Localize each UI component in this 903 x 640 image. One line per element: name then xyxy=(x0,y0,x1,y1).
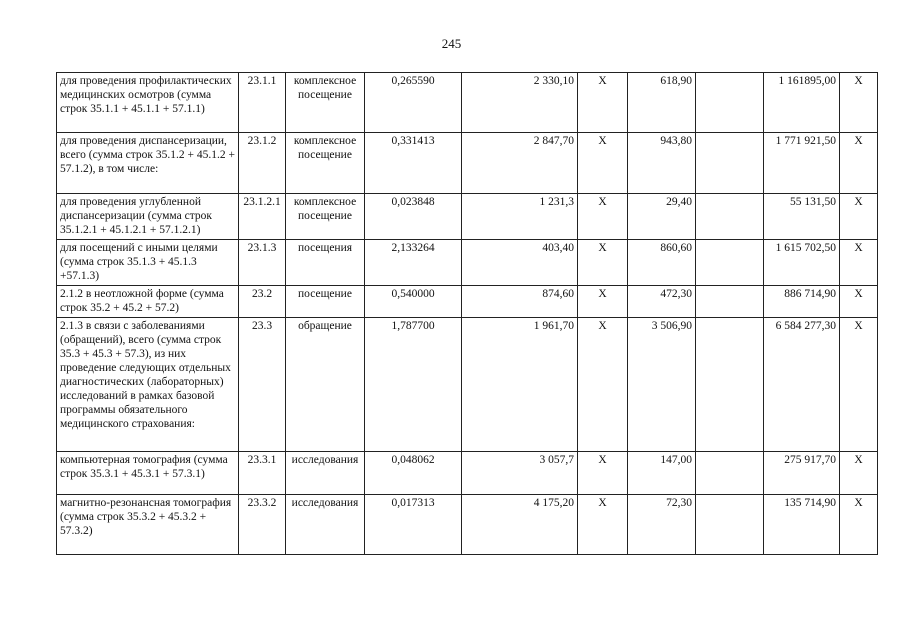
row-unit-cell: комплексное посещение xyxy=(286,194,365,240)
row-unit-cell: комплексное посещение xyxy=(286,73,365,133)
row-name-cell: 2.1.2 в неотложной форме (сумма строк 35.2 + 45.2 + 57.2) xyxy=(57,286,239,318)
row-code-cell: 23.1.1 xyxy=(239,73,286,133)
row-empty-cell xyxy=(696,73,764,133)
row-total-cell: 6 584 277,30 xyxy=(764,318,840,452)
row-name-cell: компьютерная томография (сумма строк 35.3.1 + 45.3.1 + 57.3.1) xyxy=(57,452,239,495)
table-row xyxy=(57,286,878,318)
row-cost-cell: 403,40 xyxy=(462,240,578,286)
row-empty-cell xyxy=(696,133,764,194)
row-volume-cell: 0,048062 xyxy=(365,452,462,495)
row-empty-cell xyxy=(696,318,764,452)
row-code-cell: 23.1.2 xyxy=(239,133,286,194)
row-volume-cell: 0,017313 xyxy=(365,495,462,555)
row-volume-cell: 0,023848 xyxy=(365,194,462,240)
row-empty-cell xyxy=(696,495,764,555)
row-code-cell: 23.3 xyxy=(239,318,286,452)
table-row xyxy=(57,240,878,286)
row-volume-cell: 2,133264 xyxy=(365,240,462,286)
row-financing-cell: 943,80 xyxy=(628,133,696,194)
row-financing-cell: 860,60 xyxy=(628,240,696,286)
row-name-cell: для посещений с иными целями (сумма строк 35.1.3 + 45.1.3 +57.1.3) xyxy=(57,240,239,286)
row-financing-cell: 472,30 xyxy=(628,286,696,318)
row-financing-cell: 29,40 xyxy=(628,194,696,240)
row-code-cell: 23.2 xyxy=(239,286,286,318)
row-cost-cell: 3 057,7 xyxy=(462,452,578,495)
row-empty-cell xyxy=(696,240,764,286)
row-cost-cell: 1 231,3 xyxy=(462,194,578,240)
row-financing-cell: 618,90 xyxy=(628,73,696,133)
row-volume-cell: 0,331413 xyxy=(365,133,462,194)
row-volume-cell: 0,540000 xyxy=(365,286,462,318)
row-x2-cell: Х xyxy=(840,194,878,240)
table-row xyxy=(57,194,878,240)
row-x1-cell: Х xyxy=(578,495,628,555)
row-empty-cell xyxy=(696,286,764,318)
row-code-cell: 23.3.1 xyxy=(239,452,286,495)
row-cost-cell: 2 847,70 xyxy=(462,133,578,194)
row-financing-cell: 3 506,90 xyxy=(628,318,696,452)
row-total-cell: 55 131,50 xyxy=(764,194,840,240)
row-financing-cell: 72,30 xyxy=(628,495,696,555)
row-code-cell: 23.1.3 xyxy=(239,240,286,286)
table-row xyxy=(57,133,878,194)
row-total-cell: 1 771 921,50 xyxy=(764,133,840,194)
row-cost-cell: 2 330,10 xyxy=(462,73,578,133)
table-row xyxy=(57,495,878,555)
row-financing-cell: 147,00 xyxy=(628,452,696,495)
row-volume-cell: 0,265590 xyxy=(365,73,462,133)
row-x2-cell: Х xyxy=(840,286,878,318)
row-x1-cell: Х xyxy=(578,194,628,240)
row-volume-cell: 1,787700 xyxy=(365,318,462,452)
table-row xyxy=(57,318,878,452)
row-cost-cell: 874,60 xyxy=(462,286,578,318)
row-total-cell: 135 714,90 xyxy=(764,495,840,555)
row-code-cell: 23.3.2 xyxy=(239,495,286,555)
row-unit-cell: комплексное посещение xyxy=(286,133,365,194)
row-name-cell: для проведения профилактических медицинских осмотров (сумма строк 35.1.1 + 45.1.1 + 57.1.1) xyxy=(57,73,239,133)
row-unit-cell: исследования xyxy=(286,452,365,495)
row-x2-cell: Х xyxy=(840,318,878,452)
data-table xyxy=(56,72,878,555)
row-x1-cell: Х xyxy=(578,286,628,318)
row-x2-cell: Х xyxy=(840,452,878,495)
row-empty-cell xyxy=(696,194,764,240)
row-unit-cell: исследования xyxy=(286,495,365,555)
row-x1-cell: Х xyxy=(578,73,628,133)
row-name-cell: для проведения углубленной диспансеризации (сумма строк 35.1.2.1 + 45.1.2.1 + 57.1.2.1) xyxy=(57,194,239,240)
row-empty-cell xyxy=(696,452,764,495)
row-code-cell: 23.1.2.1 xyxy=(239,194,286,240)
row-unit-cell: посещения xyxy=(286,240,365,286)
row-x2-cell: Х xyxy=(840,73,878,133)
row-total-cell: 1 161895,00 xyxy=(764,73,840,133)
row-unit-cell: обращение xyxy=(286,318,365,452)
table-row xyxy=(57,73,878,133)
row-total-cell: 275 917,70 xyxy=(764,452,840,495)
row-x2-cell: Х xyxy=(840,495,878,555)
row-name-cell: 2.1.3 в связи с заболеваниями (обращений), всего (сумма строк 35.3 + 45.3 + 57.3), из них проведение следующих отдельных диагностических (лабораторных) исследований в рамках базовой программы обязательного медицинского страхования: xyxy=(57,318,239,452)
row-x1-cell: Х xyxy=(578,452,628,495)
row-x1-cell: Х xyxy=(578,240,628,286)
row-name-cell: магнитно-резонансная томография (сумма строк 35.3.2 + 45.3.2 + 57.3.2) xyxy=(57,495,239,555)
page-number: 245 xyxy=(441,36,462,51)
row-total-cell: 886 714,90 xyxy=(764,286,840,318)
row-name-cell: для проведения диспансеризации, всего (сумма строк 35.1.2 + 45.1.2 + 57.1.2), в том числе: xyxy=(57,133,239,194)
row-x1-cell: Х xyxy=(578,133,628,194)
row-cost-cell: 4 175,20 xyxy=(462,495,578,555)
table-row xyxy=(57,452,878,495)
row-x2-cell: Х xyxy=(840,240,878,286)
row-total-cell: 1 615 702,50 xyxy=(764,240,840,286)
row-cost-cell: 1 961,70 xyxy=(462,318,578,452)
row-x2-cell: Х xyxy=(840,133,878,194)
row-x1-cell: Х xyxy=(578,318,628,452)
row-unit-cell: посещение xyxy=(286,286,365,318)
